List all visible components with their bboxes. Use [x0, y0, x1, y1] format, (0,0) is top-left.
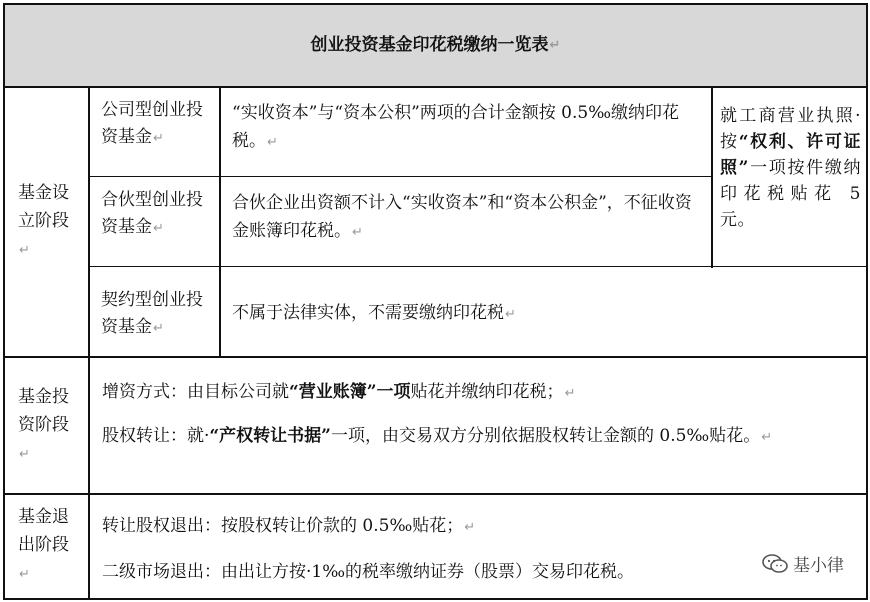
wechat-icon — [761, 553, 789, 575]
watermark-text: 基小律 — [793, 556, 844, 576]
partnership-fund-type: 合伙型创业投资基金↵ — [101, 190, 203, 237]
setup-stage-cell — [4, 87, 89, 357]
equity-exit-rule: 转让股权退出：按股权转让价款的 0.5‰贴花；↵ — [102, 516, 476, 536]
equity-transfer-rule: 股权转让：就·“产权转让书据”一项，由交易双方分别依据股权转让金额的 0.5‰贴花。↵ — [102, 426, 773, 446]
watermark — [761, 551, 844, 576]
invest-stage-cell — [4, 357, 89, 494]
contract-fund-desc: 不属于法律实体，不需要缴纳印花税↵ — [232, 303, 516, 323]
exit-stage-cell — [4, 494, 89, 598]
invest-stage-label: 基金投资阶段↵ — [18, 386, 69, 462]
market-exit-rule: 二级市场退出：由出让方按·1‰的税率缴纳证券（股票）交易印花税。 — [102, 562, 635, 582]
capital-increase-rule: 增资方式：由目标公司就“营业账簿”一项贴花并缴纳印花税；↵ — [102, 382, 576, 402]
exit-stage-label: 基金退出阶段↵ — [18, 507, 69, 582]
business-license-note: 就工商营业执照·按“权利、许可证照”一项按件缴纳印花税贴花 5 元。 — [720, 106, 862, 230]
company-fund-type: 公司型创业投资基金↵ — [101, 100, 203, 147]
company-fund-desc: “实收资本”与“资本公积”两项的合计金额按 0.5‰缴纳印花税。↵ — [232, 103, 680, 151]
contract-fund-type: 契约型创业投资基金↵ — [101, 290, 203, 337]
partnership-fund-desc: 合伙企业出资额不计入“实收资本”和“资本公积金”，不征收资金账簿印花税。↵ — [232, 193, 692, 241]
setup-stage-label: 基金设立阶段↵ — [18, 183, 69, 258]
table-title: 创业投资基金印花税缴纳一览表 — [310, 35, 549, 55]
table-title-cell: 创业投资基金印花税缴纳一览表 ↵ — [4, 4, 867, 87]
